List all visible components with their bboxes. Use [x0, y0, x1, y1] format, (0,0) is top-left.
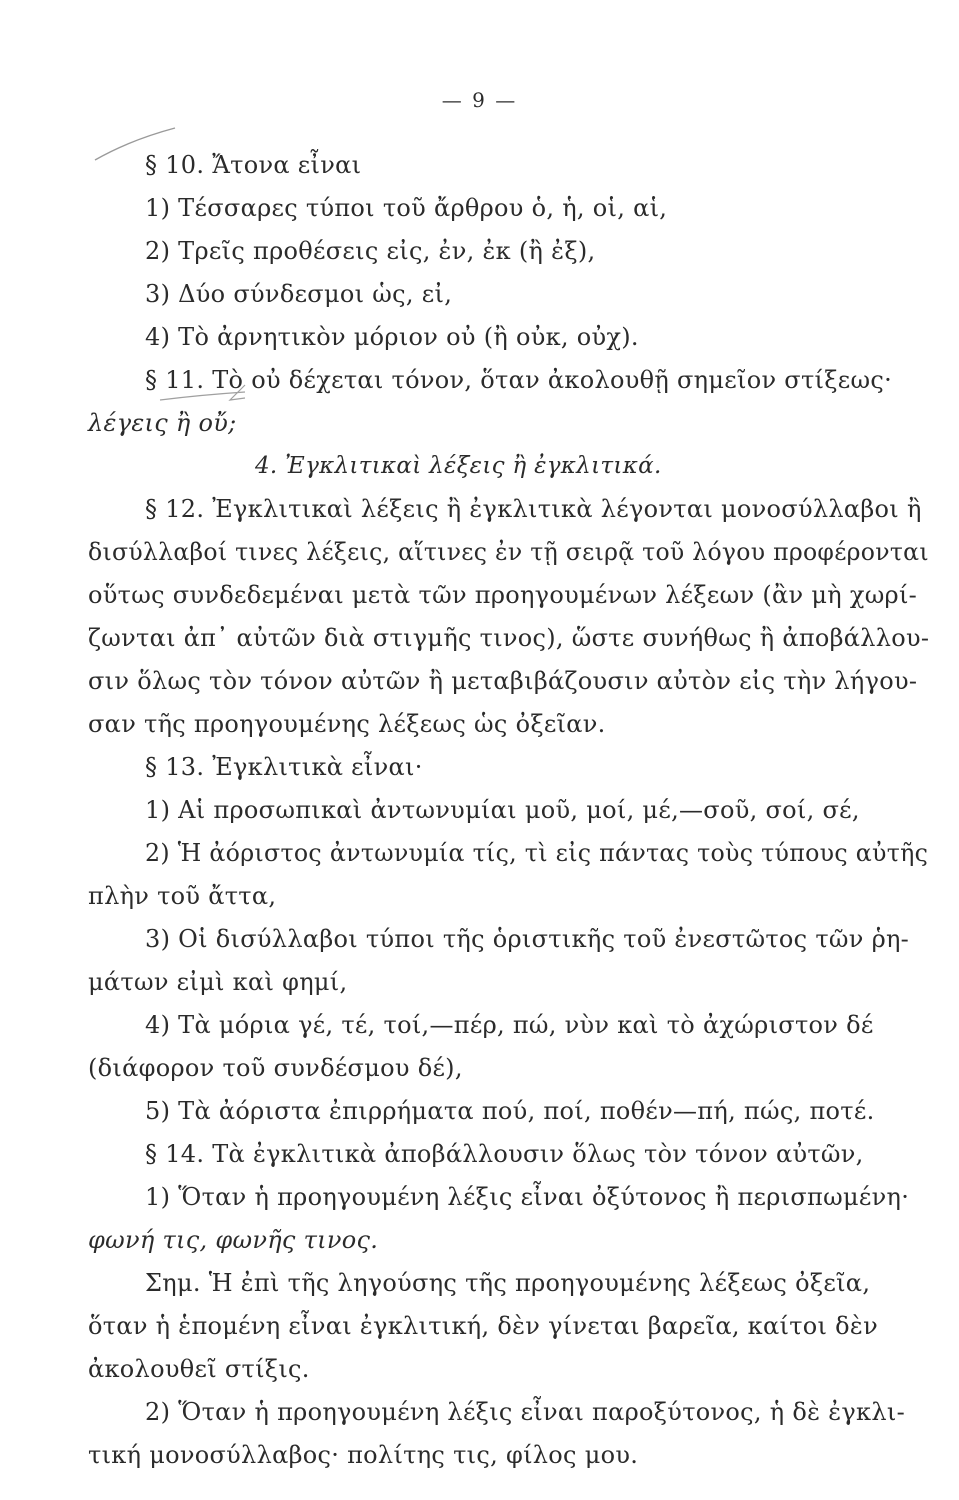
- text-line: ζωνται ἀπ᾽ αὐτῶν διὰ στιγμῆς τινος), ὥστε συνήθως ἢ ἀποβάλλου-: [88, 624, 930, 652]
- section-14-line: § 14. Τὰ ἐγκλιτικὰ ἀποβάλλουσιν ὅλως τὸν τόνον αὐτῶν,: [145, 1140, 864, 1168]
- section-10-heading: § 10. Ἄτονα εἶναι: [145, 151, 362, 179]
- chapter-heading: 4. Ἐγκλιτικαὶ λέξεις ἢ ἐγκλιτικά.: [255, 453, 662, 479]
- section-12-line: § 12. Ἐγκλιτικαὶ λέξεις ἢ ἐγκλιτικὰ λέγονται μονοσύλλαβοι ἢ: [145, 495, 922, 523]
- text-line: οὕτως συνδεδεμέναι μετὰ τῶν προηγουμένων λέξεων (ἂν μὴ χωρί-: [88, 581, 918, 609]
- text-line: 2) Τρεῖς προθέσεις εἰς, ἐν, ἐκ (ἢ ἐξ),: [145, 237, 596, 265]
- page-number: — 9 —: [441, 88, 518, 112]
- text-line: 3) Οἱ δισύλλαβοι τύποι τῆς ὁριστικῆς τοῦ ἐνεστῶτος τῶν ῥη-: [145, 925, 910, 953]
- text-line: ἀκολουθεῖ στίξις.: [88, 1355, 310, 1383]
- text-line: 5) Τὰ ἀόριστα ἐπιρρήματα πού, πoί, ποθέν—πή, πώς, ποτέ.: [145, 1097, 875, 1125]
- section-13-heading: § 13. Ἐγκλιτικὰ εἶναι·: [145, 753, 423, 781]
- text-line: 1) Ὅταν ἡ προηγουμένη λέξις εἶναι ὀξύτονος ἢ περισπωμένη·: [145, 1183, 910, 1211]
- text-line: 2) Ὅταν ἡ προηγουμένη λέξις εἶναι παροξύτονος, ἡ δὲ ἐγκλι-: [145, 1398, 905, 1426]
- section-11-line: § 11. Τὸ οὐ δέχεται τόνον, ὅταν ἀκολουθῇ σημεῖον στίξεως·: [145, 366, 893, 394]
- text-line: σιν ὅλως τὸν τόνον αὐτῶν ἢ μεταβιβάζουσιν αὐτὸν εἰς τὴν λήγου-: [88, 667, 918, 695]
- text-line: 2) Ἡ ἀόριστος ἀντωνυμία τίς, τὶ εἰς πάντας τοὺς τύπους αὐτῆς: [145, 839, 929, 867]
- text-line: ὅταν ἡ ἑπομένη εἶναι ἐγκλιτική, δὲν γίνεται βαρεῖα, καίτοι δὲν: [88, 1312, 878, 1340]
- text-line: δισύλλαβοί τινες λέξεις, αἵτινες ἐν τῇ σειρᾷ τοῦ λόγου προφέρονται: [88, 538, 929, 566]
- text-line: 4) Τὸ ἀρνητικὸν μόριον οὐ (ἢ οὐκ, οὐχ).: [145, 323, 639, 351]
- text-line: 1) Τέσσαρες τύποι τοῦ ἄρθρου ὁ, ἡ, οἱ, αἱ,: [145, 194, 668, 222]
- text-line: λέγεις ἢ οὔ;: [88, 409, 237, 437]
- text-line: (διάφορον τοῦ συνδέσμου δέ),: [88, 1054, 463, 1082]
- text-line: φωνή τις, φωνῆς τινος.: [88, 1226, 379, 1254]
- text-line: σαν τῆς προηγουμένης λέξεως ὡς ὀξεῖαν.: [88, 710, 606, 738]
- text-line: 1) Αἱ προσωπικαὶ ἀντωνυμίαι μοῦ, μοί, μέ,—σοῦ, σοί, σέ,: [145, 796, 860, 824]
- text-line: 4) Τὰ μόρια γέ, τέ, τοί,—πέρ, πώ, νὺν καὶ τὸ ἀχώριστον δέ: [145, 1011, 874, 1039]
- note-line: Σημ. Ἡ ἐπὶ τῆς ληγούσης τῆς προηγουμένης λέξεως ὀξεῖα,: [145, 1269, 871, 1297]
- text-line: 3) Δύο σύνδεσμοι ὡς, εἰ,: [145, 280, 453, 308]
- text-line: τική μονοσύλλαβος· πολίτης τις, φίλος μου.: [88, 1441, 639, 1469]
- text-line: πλὴν τοῦ ἄττα,: [88, 882, 277, 910]
- text-line: μάτων εἰμὶ καὶ φημί,: [88, 968, 348, 996]
